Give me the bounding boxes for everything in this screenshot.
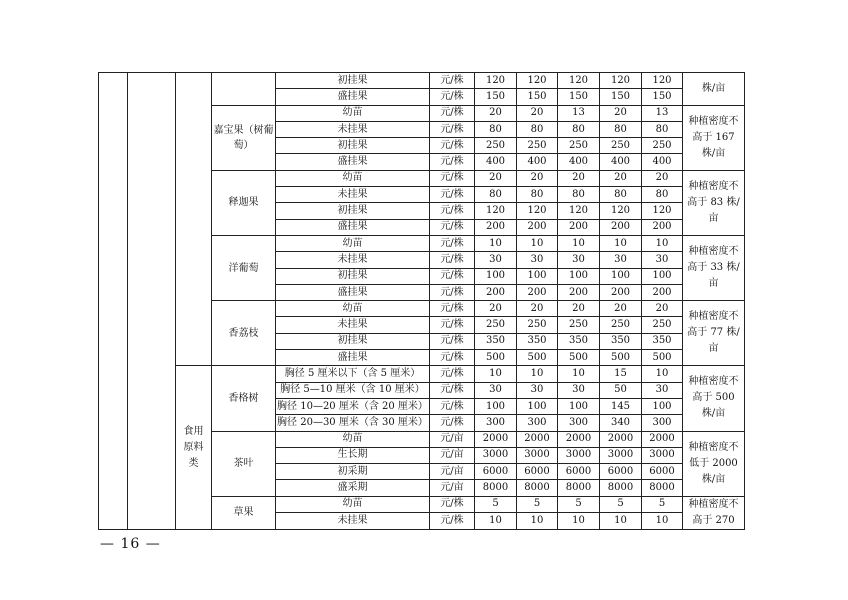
value-cell: 20 bbox=[600, 301, 642, 317]
value-cell: 100 bbox=[517, 398, 558, 414]
stage-cell: 盛挂果 bbox=[276, 154, 430, 170]
value-cell: 30 bbox=[517, 252, 558, 268]
value-cell: 100 bbox=[558, 398, 600, 414]
value-cell: 80 bbox=[517, 187, 558, 203]
value-cell: 300 bbox=[642, 415, 683, 431]
blank-col-2 bbox=[128, 73, 176, 530]
value-cell: 2000 bbox=[600, 431, 642, 447]
value-cell: 6000 bbox=[558, 464, 600, 480]
stage-cell: 生长期 bbox=[276, 447, 430, 463]
crop-name: 香格树 bbox=[212, 366, 276, 431]
value-cell: 120 bbox=[600, 203, 642, 219]
stage-cell: 幼苗 bbox=[276, 431, 430, 447]
value-cell: 120 bbox=[475, 203, 517, 219]
value-cell: 150 bbox=[600, 89, 642, 105]
value-cell: 10 bbox=[517, 513, 558, 530]
value-cell: 200 bbox=[642, 219, 683, 235]
unit-cell: 元/株 bbox=[430, 203, 475, 219]
stage-cell: 未挂果 bbox=[276, 317, 430, 333]
value-cell: 500 bbox=[475, 350, 517, 366]
value-cell: 250 bbox=[558, 317, 600, 333]
stage-cell: 初挂果 bbox=[276, 203, 430, 219]
crop-name: 释迦果 bbox=[212, 170, 276, 235]
value-cell: 3000 bbox=[600, 447, 642, 463]
value-cell: 10 bbox=[558, 235, 600, 251]
category-cell: 食用原料类 bbox=[176, 366, 212, 529]
value-cell: 20 bbox=[517, 105, 558, 121]
value-cell: 250 bbox=[475, 138, 517, 154]
value-cell: 20 bbox=[475, 170, 517, 186]
value-cell: 350 bbox=[475, 333, 517, 349]
value-cell: 340 bbox=[600, 415, 642, 431]
value-cell: 30 bbox=[600, 252, 642, 268]
value-cell: 10 bbox=[517, 235, 558, 251]
value-cell: 10 bbox=[558, 513, 600, 530]
value-cell: 5 bbox=[517, 496, 558, 513]
stage-cell: 盛挂果 bbox=[276, 219, 430, 235]
value-cell: 400 bbox=[475, 154, 517, 170]
value-cell: 10 bbox=[558, 366, 600, 382]
density-note: 种植密度不高于 77 株/亩 bbox=[683, 301, 745, 366]
stage-cell: 盛挂果 bbox=[276, 284, 430, 300]
stage-cell: 未挂果 bbox=[276, 252, 430, 268]
value-cell: 3000 bbox=[517, 447, 558, 463]
stage-cell: 初挂果 bbox=[276, 73, 430, 89]
unit-cell: 元/株 bbox=[430, 398, 475, 414]
unit-cell: 元/株 bbox=[430, 105, 475, 121]
stage-cell: 胸径 5—10 厘米（含 10 厘米） bbox=[276, 382, 430, 398]
density-note: 株/亩 bbox=[683, 73, 745, 106]
stage-cell: 盛挂果 bbox=[276, 350, 430, 366]
density-note: 种植密度不高于 83 株/亩 bbox=[683, 170, 745, 235]
value-cell: 400 bbox=[642, 154, 683, 170]
unit-cell: 元/株 bbox=[430, 496, 475, 513]
value-cell: 30 bbox=[517, 382, 558, 398]
value-cell: 10 bbox=[600, 235, 642, 251]
crop-name: 洋葡萄 bbox=[212, 235, 276, 300]
density-note: 种植密度不高于 270 bbox=[683, 496, 745, 529]
value-cell: 400 bbox=[600, 154, 642, 170]
value-cell: 6000 bbox=[642, 464, 683, 480]
stage-cell: 胸径 20—30 厘米（含 30 厘米） bbox=[276, 415, 430, 431]
value-cell: 10 bbox=[642, 366, 683, 382]
unit-cell: 元/株 bbox=[430, 301, 475, 317]
unit-cell: 元/株 bbox=[430, 382, 475, 398]
value-cell: 250 bbox=[558, 138, 600, 154]
unit-cell: 元/株 bbox=[430, 73, 475, 89]
stage-cell: 未挂果 bbox=[276, 513, 430, 530]
value-cell: 200 bbox=[517, 219, 558, 235]
table-row bbox=[99, 73, 745, 89]
value-cell: 10 bbox=[475, 513, 517, 530]
stage-cell: 幼苗 bbox=[276, 235, 430, 251]
stage-cell: 初挂果 bbox=[276, 138, 430, 154]
value-cell: 3000 bbox=[475, 447, 517, 463]
blank-col-1 bbox=[99, 73, 128, 530]
value-cell: 250 bbox=[517, 138, 558, 154]
value-cell: 100 bbox=[642, 268, 683, 284]
value-cell: 120 bbox=[558, 203, 600, 219]
value-cell: 5 bbox=[600, 496, 642, 513]
value-cell: 30 bbox=[475, 252, 517, 268]
value-cell: 250 bbox=[600, 138, 642, 154]
value-cell: 20 bbox=[642, 301, 683, 317]
value-cell: 13 bbox=[642, 105, 683, 121]
value-cell: 80 bbox=[642, 187, 683, 203]
stage-cell: 幼苗 bbox=[276, 170, 430, 186]
unit-cell: 元/株 bbox=[430, 89, 475, 105]
value-cell: 8000 bbox=[558, 480, 600, 496]
stage-cell: 未挂果 bbox=[276, 121, 430, 137]
value-cell: 30 bbox=[642, 382, 683, 398]
value-cell: 20 bbox=[475, 105, 517, 121]
value-cell: 200 bbox=[558, 219, 600, 235]
value-cell: 6000 bbox=[600, 464, 642, 480]
stage-cell: 初挂果 bbox=[276, 268, 430, 284]
crop-name: 香荔枝 bbox=[212, 301, 276, 366]
value-cell: 350 bbox=[558, 333, 600, 349]
value-cell: 80 bbox=[475, 187, 517, 203]
value-cell: 30 bbox=[475, 382, 517, 398]
unit-cell: 元/株 bbox=[430, 219, 475, 235]
value-cell: 20 bbox=[475, 301, 517, 317]
density-note: 种植密度不高于 167 株/亩 bbox=[683, 105, 745, 170]
value-cell: 100 bbox=[558, 268, 600, 284]
value-cell: 20 bbox=[600, 105, 642, 121]
unit-cell: 元/株 bbox=[430, 235, 475, 251]
unit-cell: 元/株 bbox=[430, 513, 475, 530]
value-cell: 80 bbox=[600, 121, 642, 137]
value-cell: 30 bbox=[558, 382, 600, 398]
stage-cell: 幼苗 bbox=[276, 301, 430, 317]
value-cell: 300 bbox=[475, 415, 517, 431]
value-cell: 200 bbox=[642, 284, 683, 300]
value-cell: 20 bbox=[600, 170, 642, 186]
table-row bbox=[99, 366, 745, 382]
unit-cell: 元/株 bbox=[430, 366, 475, 382]
value-cell: 2000 bbox=[475, 431, 517, 447]
unit-cell: 元/株 bbox=[430, 121, 475, 137]
value-cell: 80 bbox=[558, 187, 600, 203]
stage-cell: 胸径 10—20 厘米（含 20 厘米） bbox=[276, 398, 430, 414]
value-cell: 10 bbox=[642, 513, 683, 530]
value-cell: 15 bbox=[600, 366, 642, 382]
value-cell: 500 bbox=[600, 350, 642, 366]
value-cell: 30 bbox=[642, 252, 683, 268]
value-cell: 8000 bbox=[600, 480, 642, 496]
category-cell-prev bbox=[176, 73, 212, 366]
value-cell: 30 bbox=[558, 252, 600, 268]
value-cell: 120 bbox=[517, 73, 558, 89]
value-cell: 120 bbox=[600, 73, 642, 89]
unit-cell: 元/株 bbox=[430, 170, 475, 186]
value-cell: 5 bbox=[475, 496, 517, 513]
value-cell: 20 bbox=[558, 301, 600, 317]
value-cell: 500 bbox=[558, 350, 600, 366]
value-cell: 2000 bbox=[642, 431, 683, 447]
unit-cell: 元/株 bbox=[430, 284, 475, 300]
value-cell: 120 bbox=[558, 73, 600, 89]
stage-cell: 盛挂果 bbox=[276, 89, 430, 105]
value-cell: 6000 bbox=[475, 464, 517, 480]
unit-cell: 元/亩 bbox=[430, 431, 475, 447]
value-cell: 350 bbox=[600, 333, 642, 349]
value-cell: 120 bbox=[475, 73, 517, 89]
value-cell: 350 bbox=[517, 333, 558, 349]
value-cell: 100 bbox=[517, 268, 558, 284]
value-cell: 250 bbox=[475, 317, 517, 333]
value-cell: 300 bbox=[558, 415, 600, 431]
unit-cell: 元/株 bbox=[430, 187, 475, 203]
value-cell: 150 bbox=[558, 89, 600, 105]
value-cell: 500 bbox=[517, 350, 558, 366]
unit-cell: 元/亩 bbox=[430, 464, 475, 480]
unit-cell: 元/株 bbox=[430, 252, 475, 268]
value-cell: 8000 bbox=[642, 480, 683, 496]
value-cell: 250 bbox=[517, 317, 558, 333]
value-cell: 5 bbox=[558, 496, 600, 513]
value-cell: 20 bbox=[517, 170, 558, 186]
value-cell: 200 bbox=[475, 284, 517, 300]
density-note: 种植密度不高于 33 株/亩 bbox=[683, 235, 745, 300]
value-cell: 200 bbox=[600, 284, 642, 300]
value-cell: 100 bbox=[475, 268, 517, 284]
stage-cell: 幼苗 bbox=[276, 496, 430, 513]
unit-cell: 元/株 bbox=[430, 268, 475, 284]
stage-cell: 初采期 bbox=[276, 464, 430, 480]
value-cell: 250 bbox=[642, 138, 683, 154]
value-cell: 150 bbox=[475, 89, 517, 105]
value-cell: 250 bbox=[600, 317, 642, 333]
value-cell: 120 bbox=[642, 203, 683, 219]
unit-cell: 元/株 bbox=[430, 154, 475, 170]
compensation-table bbox=[98, 72, 745, 530]
crop-name: 嘉宝果（树葡萄） bbox=[212, 105, 276, 170]
value-cell: 10 bbox=[600, 513, 642, 530]
stage-cell: 未挂果 bbox=[276, 187, 430, 203]
value-cell: 200 bbox=[600, 219, 642, 235]
page-number: — 16 — bbox=[100, 536, 161, 552]
value-cell: 10 bbox=[517, 366, 558, 382]
stage-cell: 胸径 5 厘米以下（含 5 厘米） bbox=[276, 366, 430, 382]
value-cell: 200 bbox=[558, 284, 600, 300]
density-note: 种植密度不低于 2000 株/亩 bbox=[683, 431, 745, 496]
value-cell: 20 bbox=[517, 301, 558, 317]
value-cell: 120 bbox=[517, 203, 558, 219]
value-cell: 100 bbox=[600, 268, 642, 284]
value-cell: 10 bbox=[475, 366, 517, 382]
value-cell: 5 bbox=[642, 496, 683, 513]
value-cell: 120 bbox=[642, 73, 683, 89]
value-cell: 200 bbox=[517, 284, 558, 300]
value-cell: 8000 bbox=[475, 480, 517, 496]
value-cell: 350 bbox=[642, 333, 683, 349]
unit-cell: 元/株 bbox=[430, 138, 475, 154]
unit-cell: 元/株 bbox=[430, 317, 475, 333]
value-cell: 6000 bbox=[517, 464, 558, 480]
unit-cell: 元/株 bbox=[430, 333, 475, 349]
value-cell: 80 bbox=[475, 121, 517, 137]
stage-cell: 初挂果 bbox=[276, 333, 430, 349]
value-cell: 400 bbox=[558, 154, 600, 170]
crop-name: 草果 bbox=[212, 496, 276, 529]
value-cell: 80 bbox=[558, 121, 600, 137]
value-cell: 400 bbox=[517, 154, 558, 170]
value-cell: 3000 bbox=[558, 447, 600, 463]
value-cell: 200 bbox=[475, 219, 517, 235]
stage-cell: 盛采期 bbox=[276, 480, 430, 496]
value-cell: 80 bbox=[600, 187, 642, 203]
value-cell: 250 bbox=[642, 317, 683, 333]
value-cell: 2000 bbox=[517, 431, 558, 447]
value-cell: 3000 bbox=[642, 447, 683, 463]
table-body bbox=[99, 73, 745, 530]
value-cell: 100 bbox=[642, 398, 683, 414]
value-cell: 500 bbox=[642, 350, 683, 366]
value-cell: 20 bbox=[642, 170, 683, 186]
value-cell: 10 bbox=[642, 235, 683, 251]
value-cell: 150 bbox=[517, 89, 558, 105]
unit-cell: 元/亩 bbox=[430, 447, 475, 463]
crop-name: 茶叶 bbox=[212, 431, 276, 496]
value-cell: 100 bbox=[475, 398, 517, 414]
unit-cell: 元/株 bbox=[430, 415, 475, 431]
value-cell: 13 bbox=[558, 105, 600, 121]
value-cell: 80 bbox=[517, 121, 558, 137]
unit-cell: 元/株 bbox=[430, 350, 475, 366]
crop-name-continued bbox=[212, 73, 276, 106]
value-cell: 8000 bbox=[517, 480, 558, 496]
value-cell: 145 bbox=[600, 398, 642, 414]
value-cell: 300 bbox=[517, 415, 558, 431]
value-cell: 10 bbox=[475, 235, 517, 251]
value-cell: 20 bbox=[558, 170, 600, 186]
value-cell: 2000 bbox=[558, 431, 600, 447]
density-note: 种植密度不高于 500 株/亩 bbox=[683, 366, 745, 431]
value-cell: 150 bbox=[642, 89, 683, 105]
value-cell: 80 bbox=[642, 121, 683, 137]
stage-cell: 幼苗 bbox=[276, 105, 430, 121]
value-cell: 50 bbox=[600, 382, 642, 398]
unit-cell: 元/亩 bbox=[430, 480, 475, 496]
